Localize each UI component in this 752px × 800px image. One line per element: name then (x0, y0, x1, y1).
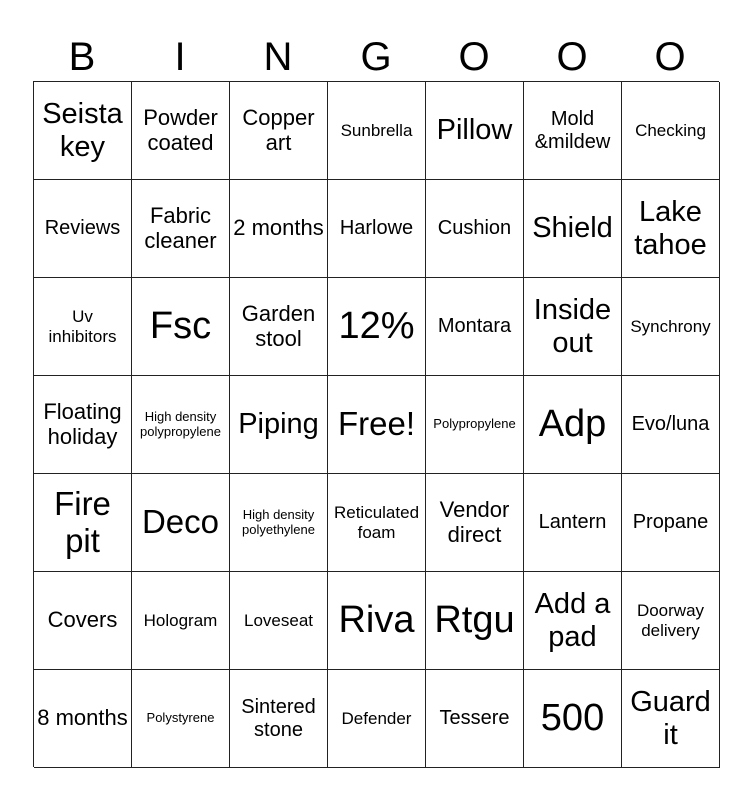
bingo-cell-r7-c4: Defender (328, 670, 426, 768)
bingo-cell-r6-c1: Covers (34, 572, 132, 670)
header-letter-7: O (654, 35, 686, 79)
bingo-cell-r4-c3: Piping (230, 376, 328, 474)
bingo-cell-r6-c3: Loveseat (230, 572, 328, 670)
bingo-cell-r6-c6: Add a pad (524, 572, 622, 670)
bingo-cell-r2-c4: Harlowe (328, 180, 426, 278)
bingo-cell-r7-c2: Polystyrene (132, 670, 230, 768)
bingo-grid (33, 81, 719, 767)
bingo-cell-r1-c7: Checking (622, 82, 720, 180)
header-letter-2: I (174, 35, 186, 79)
bingo-cell-r6-c5: Rtgu (426, 572, 524, 670)
bingo-cell-r6-c4: Riva (328, 572, 426, 670)
bingo-cell-r7-c7: Guard it (622, 670, 720, 768)
bingo-cell-r4-c4: Free! (328, 376, 426, 474)
bingo-cell-r3-c3: Garden stool (230, 278, 328, 376)
bingo-cell-r3-c7: Synchrony (622, 278, 720, 376)
bingo-cell-r1-c5: Pillow (426, 82, 524, 180)
bingo-cell-r1-c1: Seista key (34, 82, 132, 180)
bingo-cell-r4-c5: Polypropylene (426, 376, 524, 474)
bingo-cell-r4-c1: Floating holiday (34, 376, 132, 474)
bingo-cell-r5-c2: Deco (132, 474, 230, 572)
header-letter-6: O (556, 35, 588, 79)
bingo-cell-r7-c3: Sintered stone (230, 670, 328, 768)
bingo-cell-r2-c5: Cushion (426, 180, 524, 278)
bingo-cell-r5-c6: Lantern (524, 474, 622, 572)
header-letter-4: G (360, 35, 392, 79)
bingo-cell-r2-c7: Lake tahoe (622, 180, 720, 278)
bingo-cell-r3-c4: 12% (328, 278, 426, 376)
bingo-header (33, 34, 719, 80)
bingo-cell-r2-c1: Reviews (34, 180, 132, 278)
bingo-cell-r4-c7: Evo/luna (622, 376, 720, 474)
bingo-cell-r5-c3: High density polyethylene (230, 474, 328, 572)
header-letter-1: B (68, 35, 96, 79)
bingo-cell-r1-c2: Powder coated (132, 82, 230, 180)
bingo-cell-r1-c3: Copper art (230, 82, 328, 180)
header-letter-5: O (458, 35, 490, 79)
bingo-cell-r7-c6: 500 (524, 670, 622, 768)
bingo-cell-r5-c1: Fire pit (34, 474, 132, 572)
bingo-cell-r5-c5: Vendor direct (426, 474, 524, 572)
bingo-cell-r2-c6: Shield (524, 180, 622, 278)
bingo-cell-r7-c5: Tessere (426, 670, 524, 768)
bingo-cell-r1-c4: Sunbrella (328, 82, 426, 180)
bingo-cell-r1-c6: Mold &mildew (524, 82, 622, 180)
header-letter-3: N (263, 35, 293, 79)
bingo-cell-r4-c6: Adp (524, 376, 622, 474)
bingo-cell-r4-c2: High density polypropylene (132, 376, 230, 474)
bingo-cell-r3-c2: Fsc (132, 278, 230, 376)
bingo-cell-r6-c2: Hologram (132, 572, 230, 670)
bingo-cell-r2-c3: 2 months (230, 180, 328, 278)
bingo-cell-r5-c4: Reticulated foam (328, 474, 426, 572)
bingo-cell-r2-c2: Fabric cleaner (132, 180, 230, 278)
bingo-cell-r3-c6: Inside out (524, 278, 622, 376)
bingo-cell-r5-c7: Propane (622, 474, 720, 572)
bingo-cell-r6-c7: Doorway delivery (622, 572, 720, 670)
bingo-cell-r3-c1: Uv inhibitors (34, 278, 132, 376)
bingo-cell-r3-c5: Montara (426, 278, 524, 376)
bingo-cell-r7-c1: 8 months (34, 670, 132, 768)
